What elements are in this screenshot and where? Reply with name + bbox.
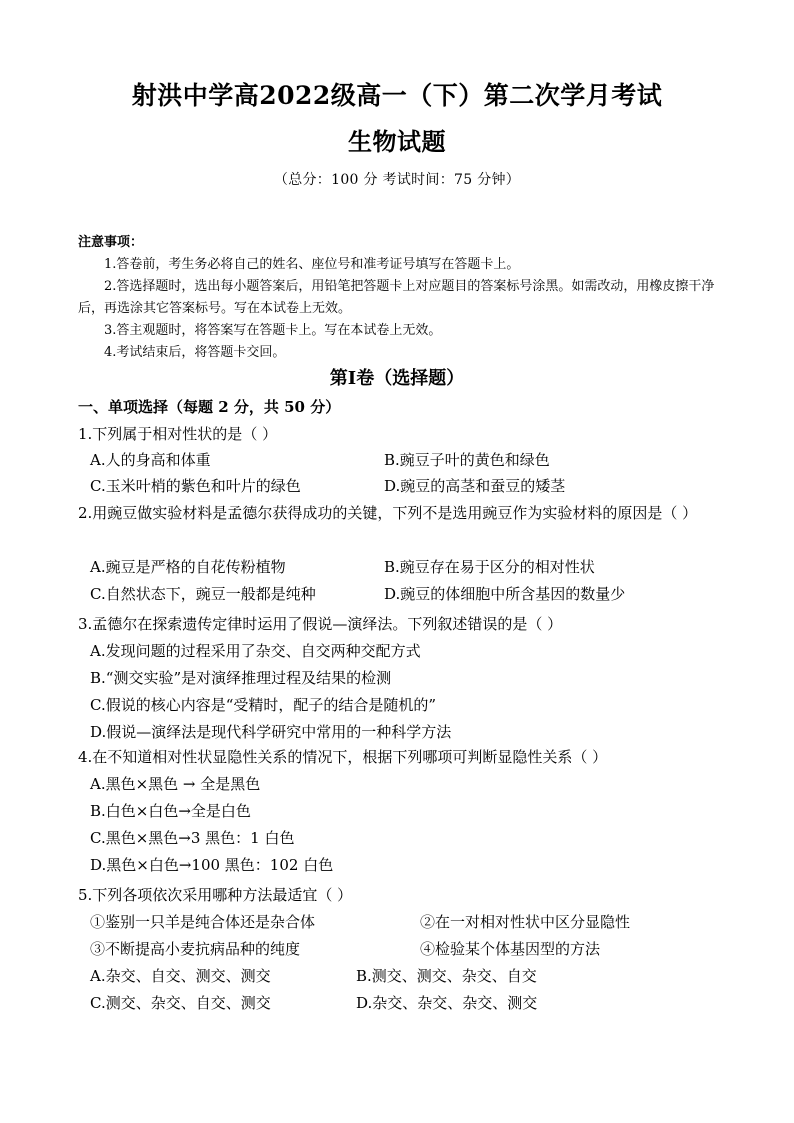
- option: C.测交、杂交、自交、测交: [90, 994, 271, 1012]
- question-stem: 1.下列属于相对性状的是（ ）: [78, 425, 278, 443]
- option: D.豌豆的高茎和蚕豆的矮茎: [384, 477, 566, 495]
- exam-info: （总分：100 分 考试时间：75 分钟）: [273, 172, 521, 188]
- notes-heading: 注意事项：: [78, 235, 144, 250]
- question-stem: 3.孟德尔在探索遗传定律时运用了假说—演绎法。下列叙述错误的是（ ）: [78, 615, 563, 633]
- question-item: ②在一对相对性状中区分显隐性: [420, 913, 631, 931]
- question-item: ④检验某个体基因型的方法: [420, 940, 601, 958]
- note-item: 2.答选择题时，选出每小题答案后，用铅笔把答题卡上对应题目的答案标号涂黑。如需改动，用橡皮擦干净后，再选涂其它答案标号。写在本试卷上无效。: [78, 279, 715, 316]
- option: C.假说的核心内容是“受精时，配子的结合是随机的”: [90, 696, 437, 714]
- note-item: 1.答卷前，考生务必将自己的姓名、座位号和准考证号填写在答题卡上。: [104, 257, 520, 272]
- option: B.白色×白色→全是白色: [90, 802, 251, 820]
- question-stem: 5.下列各项依次采用哪种方法最适宜（ ）: [78, 886, 353, 904]
- option: D.豌豆的体细胞中所含基因的数量少: [384, 585, 626, 603]
- volume-heading: 第Ⅰ卷（选择题）: [329, 368, 465, 389]
- option: A.豌豆是严格的自花传粉植物: [90, 558, 286, 576]
- question-stem: 2.用豌豆做实验材料是孟德尔获得成功的关键，下列不是选用豌豆作为实验材料的原因是（ ）: [78, 504, 698, 522]
- option: B.“测交实验”是对演绎推理过程及结果的检测: [90, 669, 392, 687]
- option: A.发现问题的过程采用了杂交、自交两种交配方式: [90, 642, 421, 660]
- option: D.杂交、杂交、杂交、测交: [356, 994, 538, 1012]
- exam-title: 射洪中学高2022级高一（下）第二次学月考试: [131, 81, 663, 110]
- option: C.自然状态下，豌豆一般都是纯种: [90, 585, 316, 603]
- option: B.豌豆存在易于区分的相对性状: [384, 558, 595, 576]
- option: D.黑色×白色→100 黑色：102 白色: [90, 856, 334, 874]
- option: A.黑色×黑色 → 全是黑色: [90, 775, 261, 793]
- option: A.人的身高和体重: [90, 451, 211, 469]
- question-item: ③不断提高小麦抗病品种的纯度: [90, 940, 301, 958]
- exam-subtitle: 生物试题: [348, 127, 446, 156]
- section-heading: 一、单项选择（每题 2 分，共 50 分）: [78, 398, 341, 416]
- note-item: 4.考试结束后，将答题卡交回。: [104, 345, 286, 360]
- option: C.黑色×黑色→3 黑色：1 白色: [90, 829, 295, 847]
- question-stem: 4.在不知道相对性状显隐性关系的情况下，根据下列哪项可判断显隐性关系（ ）: [78, 748, 608, 766]
- option: D.假说—演绎法是现代科学研究中常用的一种科学方法: [90, 723, 452, 741]
- question-item: ①鉴别一只羊是纯合体还是杂合体: [90, 913, 316, 931]
- note-item: 3.答主观题时，将答案写在答题卡上。写在本试卷上无效。: [104, 323, 442, 338]
- notes-block: [78, 232, 728, 364]
- option: C.玉米叶梢的紫色和叶片的绿色: [90, 477, 301, 495]
- option: A.杂交、自交、测交、测交: [90, 967, 271, 985]
- option: B.测交、测交、杂交、自交: [356, 967, 537, 985]
- option: B.豌豆子叶的黄色和绿色: [384, 451, 550, 469]
